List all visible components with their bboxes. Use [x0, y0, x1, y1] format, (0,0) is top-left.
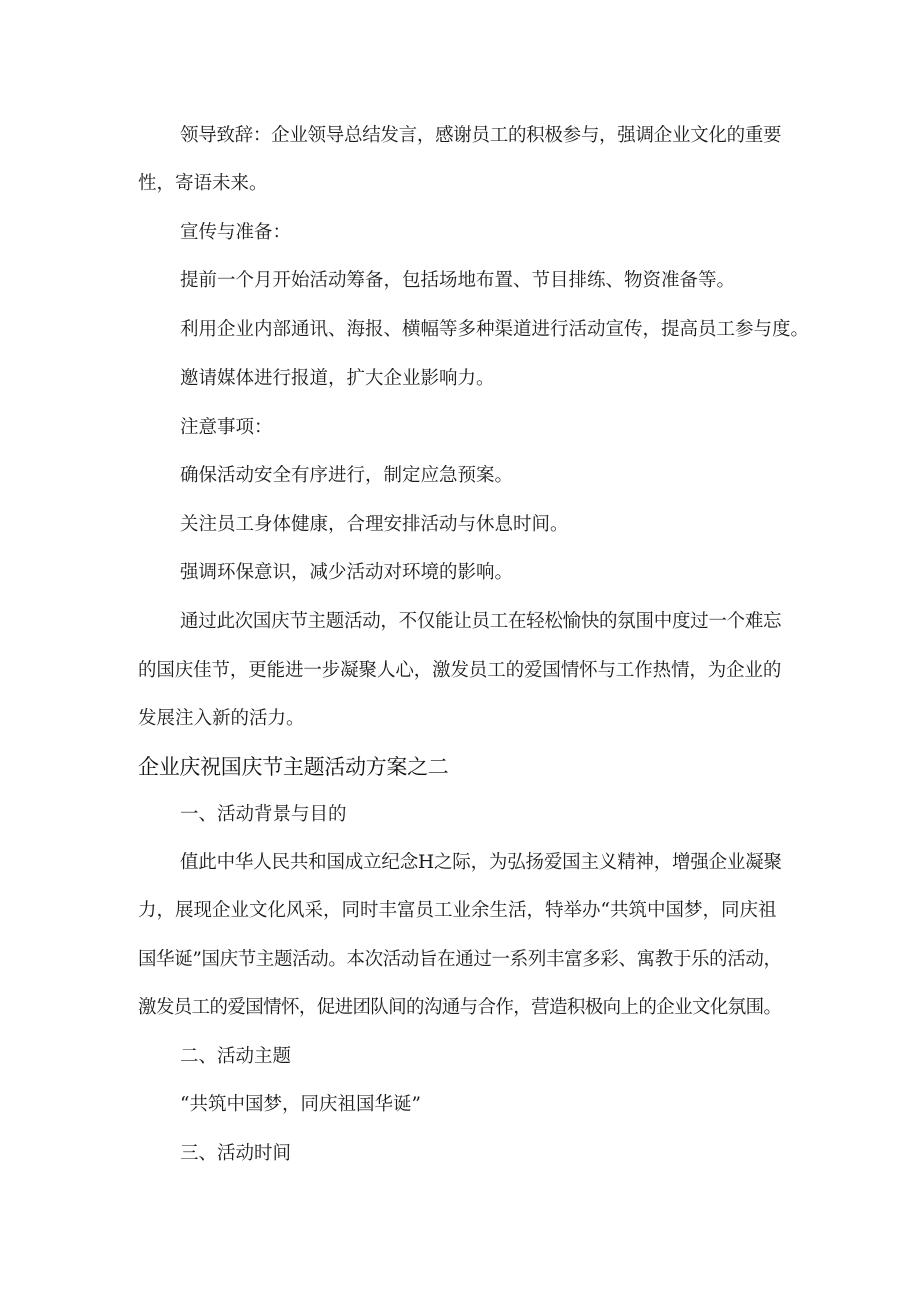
conclusion-line-3: 发展注入新的活力。 [138, 708, 305, 729]
conclusion-line-2: 的国庆佳节，更能进一步凝聚人心，激发员工的爱国情怀与工作热情，为企业的 [138, 660, 782, 681]
paragraph-leader-speech-line-1 [180, 124, 781, 148]
section-background-heading: 一、活动背景与目的 [180, 804, 347, 825]
section-time-heading: 三、活动时间 [180, 1143, 292, 1164]
publicity-heading: 宣传与准备： [180, 222, 292, 243]
theme-slogan: “共筑中国梦，同庆祖国华诞” [180, 1094, 421, 1115]
notes-item-2: 关注员工身体健康，合理安排活动与休息时间。 [180, 514, 569, 535]
notes-item-3: 强调环保意识，减少活动对环境的影响。 [180, 562, 514, 583]
notes-item-1: 确保活动安全有序进行，制定应急预案。 [180, 465, 514, 486]
section-theme-heading: 二、活动主题 [180, 1046, 292, 1067]
conclusion-line-1: 通过此次国庆节主题活动，不仅能让员工在轻松愉快的氛围中度过一个难忘 [180, 611, 782, 632]
background-line-1: 值此中华人民共和国成立纪念H之际，为弘扬爱国主义精神，增强企业凝聚 [180, 852, 782, 873]
background-line-3: 国华诞”国庆节主题活动。本次活动旨在通过一系列丰富多彩、寓教于乐的活动， [138, 949, 782, 970]
publicity-item-3: 邀请媒体进行报道，扩大企业影响力。 [180, 368, 495, 389]
text-line: 领导致辞：企业领导总结发言，感谢员工的积极参与，强调企业文化的重要 [180, 125, 782, 146]
background-line-4: 激发员工的爱国情怀，促进团队间的沟通与合作，营造积极向上的企业文化氛围。 [138, 997, 782, 1018]
notes-heading: 注意事项： [180, 417, 273, 438]
background-line-2: 力，展现企业文化风采，同时丰富员工业余生活，特举办“共筑中国梦，同庆祖 [138, 900, 777, 921]
paragraph-leader-speech-line-2: 性，寄语未来。 [138, 173, 268, 194]
section-title: 企业庆祝国庆节主题活动方案之二 [138, 755, 449, 779]
publicity-item-2: 利用企业内部通讯、海报、横幅等多种渠道进行活动宣传，提高员工参与度。 [180, 319, 810, 340]
publicity-item-1: 提前一个月开始活动筹备，包括场地布置、节目排练、物资准备等。 [180, 270, 736, 291]
